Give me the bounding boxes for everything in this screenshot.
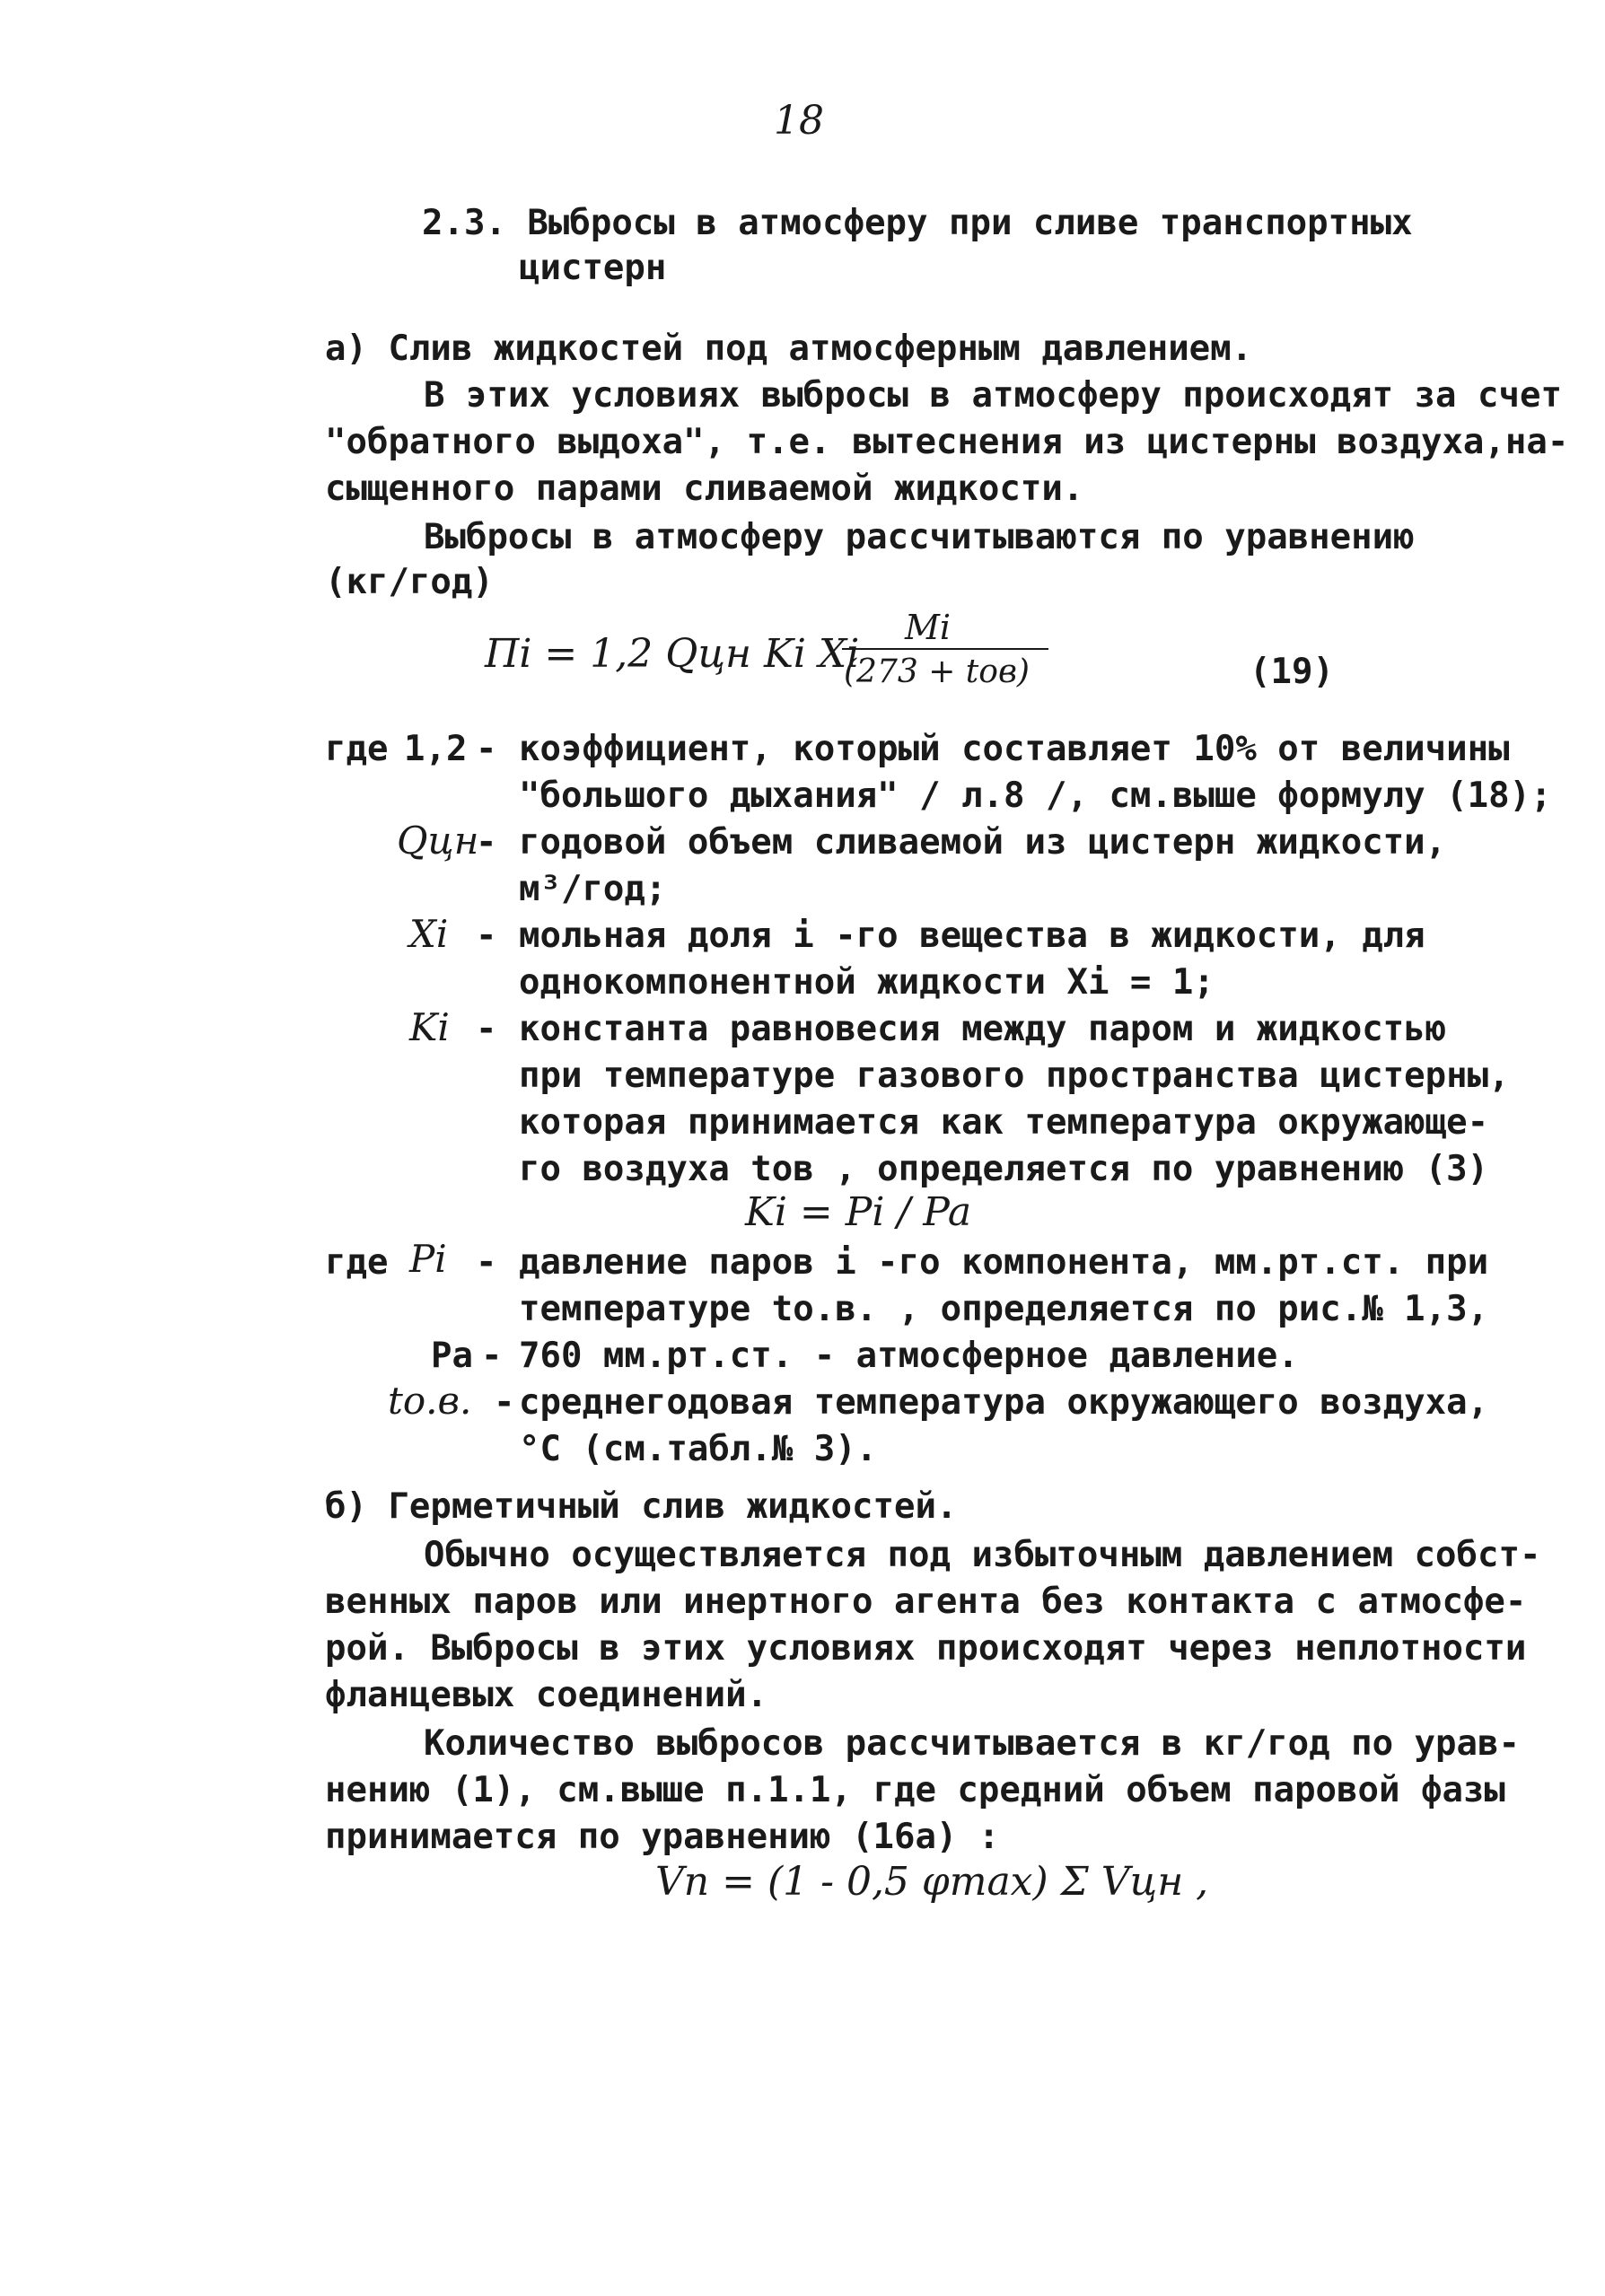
paragraph-line: В этих условиях выбросы в атмосферу происходят за счет	[424, 375, 1562, 416]
formula-equilibrium-constant: Ki = Pi / Pa	[745, 1189, 972, 1235]
definition-symbol: Pa	[431, 1336, 473, 1376]
definition-text: °С (см.табл.№ 3).	[519, 1429, 878, 1469]
paragraph-line: (кг/год)	[325, 562, 494, 602]
page-number: 18	[774, 98, 824, 144]
definition-symbol: Xi	[409, 912, 449, 956]
paragraph-line: принимается по уравнению (16а) :	[325, 1817, 1000, 1857]
definition-text: м³/год;	[519, 869, 667, 909]
section-title: 2.3. Выбросы в атмосферу при сливе транспортных	[422, 203, 1413, 243]
definition-text: однокомпонентной жидкости Xi = 1;	[519, 962, 1215, 1003]
formula-number: (19)	[1250, 652, 1334, 692]
where-label: где	[325, 1242, 389, 1283]
formula-vapor-volume: Vп = (1 - 0,5 φmax) Σ Vцн ,	[655, 1859, 1209, 1905]
definition-symbol: Qцн	[397, 819, 479, 863]
definition-text: мольная доля i -го вещества в жидкости, для	[519, 916, 1425, 956]
paragraph-line: рой. Выбросы в этих условиях происходят через неплотности	[325, 1628, 1527, 1669]
definition-symbol: Pi	[409, 1237, 447, 1281]
definition-dash: -	[476, 729, 497, 769]
paragraph-line: Обычно осуществляется под избыточным давлением собст-	[424, 1535, 1541, 1575]
definition-text: коэффициент, который составляет 10% от величины	[519, 729, 1510, 769]
definition-dash: -	[476, 1009, 497, 1049]
definition-text: 760 мм.рт.ст. - атмосферное давление.	[519, 1336, 1299, 1376]
definition-text: константа равновесия между паром и жидкостью	[519, 1009, 1447, 1049]
paragraph-line: нению (1), см.выше п.1.1, где средний объем паровой фазы	[325, 1770, 1505, 1810]
part-a-heading: а) Слив жидкостей под атмосферным давлением.	[325, 329, 1253, 369]
definition-symbol: Ki	[409, 1005, 450, 1049]
part-b-heading: б) Герметичный слив жидкостей.	[325, 1486, 958, 1527]
formula-numerator: Mi	[905, 608, 952, 647]
paragraph-line: фланцевых соединений.	[325, 1675, 768, 1715]
definition-dash: -	[476, 916, 497, 956]
definition-symbol: 1,2	[404, 729, 468, 769]
paragraph-line: сыщенного парами сливаемой жидкости.	[325, 469, 1084, 509]
definition-text: годовой объем сливаемой из цистерн жидкости,	[519, 822, 1447, 863]
definition-dash: -	[476, 822, 497, 863]
definition-text: которая принимается как температура окружающе-	[519, 1102, 1489, 1143]
definition-dash: -	[494, 1382, 515, 1423]
definition-dash: -	[476, 1242, 497, 1283]
definition-symbol: tо.в.	[388, 1379, 472, 1423]
paragraph-line: венных паров или инертного агента без контакта с атмосфе-	[325, 1582, 1527, 1622]
paragraph-line: Количество выбросов рассчитывается в кг/год по урав-	[424, 1723, 1520, 1764]
formula-emissions: Пi = 1,2 Qцн Ki Xi	[485, 631, 860, 677]
paragraph-line: Выбросы в атмосферу рассчитываются по уравнению	[424, 517, 1415, 557]
section-title-continued: цистерн	[519, 248, 667, 288]
definition-text: при температуре газового пространства цистерны,	[519, 1056, 1510, 1096]
paragraph-line: "обратного выдоха", т.е. вытеснения из цистерны воздуха,на-	[325, 422, 1569, 462]
definition-text: го воздуха tов , определяется по уравнению (3)	[519, 1149, 1489, 1189]
definition-text: "большого дыхания" / л.8 /, см.выше формулу (18);	[519, 776, 1552, 816]
definition-text: давление паров i -го компонента, мм.рт.ст. при	[519, 1242, 1489, 1283]
definition-text: среднегодовая температура окружающего воздуха,	[519, 1382, 1489, 1423]
definition-dash: -	[481, 1336, 503, 1376]
definition-text: температуре tо.в. , определяется по рис.№ 1,3,	[519, 1289, 1489, 1329]
where-label: где	[325, 729, 389, 769]
formula-denominator: (273 + tов)	[844, 653, 1030, 690]
